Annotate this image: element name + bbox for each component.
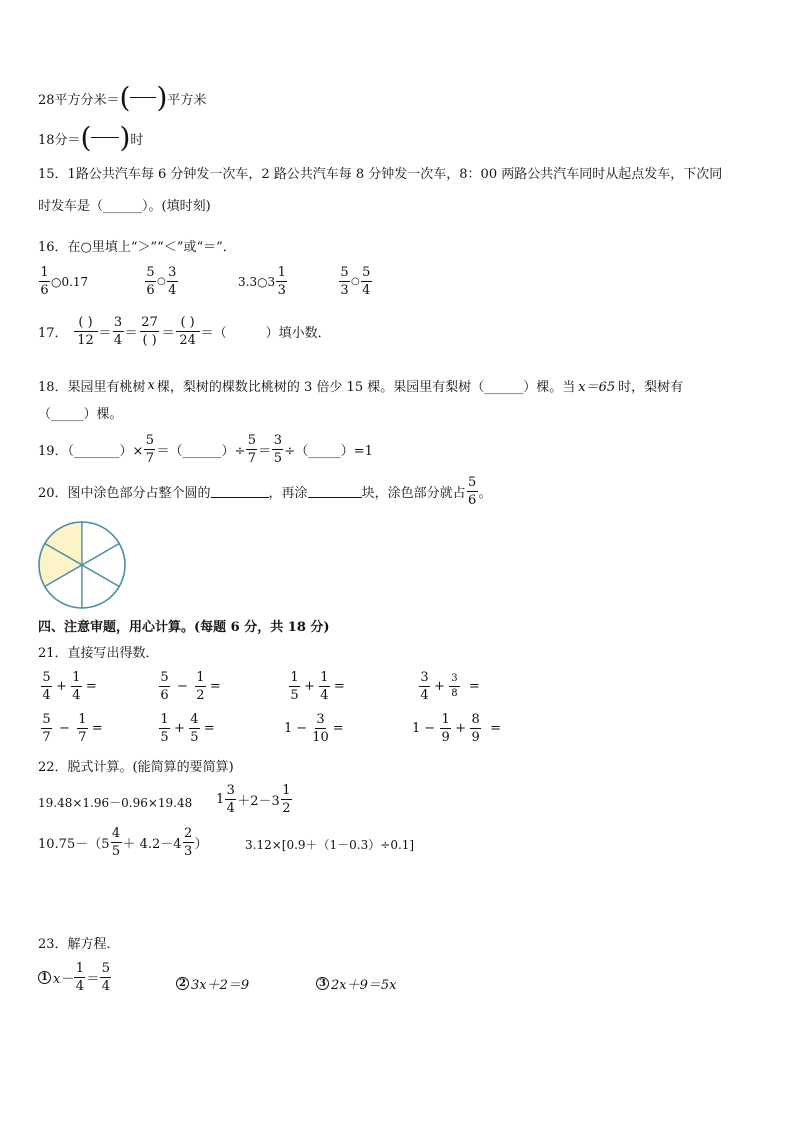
q23-equation-1: 1 x－ $\frac{1}{4}$ ＝ $\frac{5}{4}$	[38, 962, 112, 993]
q15-line-1: 15．1路公共汽车每 6 分钟发一次车，2 路公共汽车每 8 分钟发一次车，8：00 两路公共汽车同时从起点发车，下次同	[38, 167, 723, 182]
q17-line: 17． $\frac{( )}{12}$ ＝ $\frac{3}{4}$ ＝ $\frac{27}{( )}$ ＝ $\frac{( )}{24}$ ＝（ ）填小数．	[38, 315, 331, 348]
fraction: $\frac{1}{4}$	[75, 961, 84, 994]
answer-blank	[308, 485, 362, 498]
q21-expr-7: 1 − $\frac{3}{10}$ =	[284, 712, 344, 745]
fraction: $\frac{5}{7}$	[145, 433, 155, 466]
fraction: $\frac{3}{10}$	[312, 712, 329, 745]
q21-expr-4: $\frac{3}{4}$ + $\frac{3}{8}$ =	[420, 670, 480, 703]
fraction: $\frac{27}{( )}$	[141, 315, 158, 348]
q23-equation-3: 3 2x＋9＝5x	[316, 974, 396, 993]
circled-number-1: 1	[38, 971, 51, 984]
q21-expr-5: $\frac{5}{7}$ − $\frac{1}{7}$ =	[42, 712, 103, 745]
q22-expr-1: 19.48×1.96－0.96×19.48	[38, 796, 193, 810]
q21-expr-8: 1 − $\frac{1}{9}$ + $\frac{8}{9}$ =	[412, 712, 501, 745]
q16-item-2: $\frac{5}{6}$ ○ $\frac{3}{4}$	[146, 265, 177, 298]
fraction: $\frac{1}{7}$	[78, 712, 87, 745]
fraction: $\frac{5}{6}$	[160, 670, 169, 703]
fraction: $\frac{5}{4}$	[42, 670, 51, 703]
q22-prompt: 22．脱式计算。(能简算的要简算)	[38, 760, 234, 775]
conv-line-2-pre: 18分＝	[38, 132, 81, 148]
fraction: $\frac{1}{2}$	[196, 670, 205, 703]
fraction: $\frac{( )}{12}$	[74, 316, 98, 347]
fraction: $\frac{5}{7}$	[247, 433, 256, 466]
conv-line-2-post: 时	[130, 132, 144, 148]
answer-blank	[211, 485, 269, 498]
fraction: $\frac{5}{7}$	[42, 712, 51, 745]
blank-paren: (	[119, 81, 131, 114]
fraction: $\frac{1}{5}$	[290, 670, 299, 703]
fraction: $\frac{3}{4}$	[226, 783, 235, 816]
fraction: $\frac{1}{5}$	[160, 712, 169, 745]
q22-expr-4: 3.12×[0.9＋（1－0.3）÷0.1]	[245, 838, 415, 852]
q21-expr-1: $\frac{5}{4}$ + $\frac{1}{4}$ =	[42, 670, 97, 703]
fraction: $\frac{4}{5}$	[111, 826, 121, 859]
blank-paren: )	[156, 81, 168, 114]
fraction: $\frac{3}{4}$	[113, 315, 123, 348]
fraction: $\frac{5}{4}$	[101, 961, 110, 994]
conv-line-2	[38, 121, 144, 154]
fraction: $\frac{3}{4}$	[420, 670, 429, 703]
q21-prompt: 21．直接写出得数．	[38, 646, 159, 661]
q21-expr-2: $\frac{5}{6}$ − $\frac{1}{2}$ =	[160, 670, 221, 703]
fraction: $\frac{2}{3}$	[183, 826, 193, 859]
circled-number-2: 2	[176, 977, 189, 990]
blank-line	[91, 137, 119, 138]
q15-line-2: 时发车是（______）。(填时刻)	[38, 199, 211, 214]
q21-expr-3: $\frac{1}{5}$ + $\frac{1}{4}$ =	[290, 670, 345, 703]
fraction: $\frac{5}{6}$	[467, 475, 477, 508]
fraction: $\frac{1}{6}$	[40, 265, 49, 298]
conv-line-1-post: 平方米	[167, 92, 207, 108]
fraction: $\frac{1}{9}$	[441, 712, 450, 745]
q20-line: 20．图中涂色部分占整个圆的 ，再涂 块，涂色部分就占 $\frac{5}{6}$ 。	[38, 475, 492, 508]
q23-equation-2: 2 3x＋2＝9	[176, 974, 249, 993]
q21-expr-6: $\frac{1}{5}$ + $\frac{4}{5}$ =	[160, 712, 215, 745]
q18-line-2: （_____）棵。	[38, 407, 123, 422]
q16-prompt: 16．在○里填上“＞”“＜”或“＝”．	[38, 240, 236, 255]
q22-expr-2: 1 $\frac{3}{4}$ ＋2－3 $\frac{1}{2}$	[216, 783, 291, 816]
fraction: $\frac{1}{3}$	[277, 265, 286, 298]
q18-line-1: 18．果园里有桃树 x 棵，梨树的棵数比桃树的 3 倍少 15 棵。果园里有梨树（______）棵。当 x＝65 时，梨树有	[38, 378, 684, 395]
fraction: $\frac{5}{4}$	[362, 265, 371, 298]
q19-line: 19．（_______）× $\frac{5}{7}$ ＝（______）÷ $\frac{5}{7}$ ＝ $\frac{3}{5}$ ÷（_____）=1	[38, 433, 373, 466]
blank-paren: (	[80, 121, 92, 154]
conv-line-1	[38, 81, 207, 114]
section-4-heading: 四、注意审题，用心计算。(每题 6 分，共 18 分)	[38, 620, 330, 635]
fraction: $\frac{1}{4}$	[320, 670, 329, 703]
q16-item-4: $\frac{5}{3}$ ○ $\frac{5}{4}$	[340, 265, 371, 298]
q16-item-1: $\frac{1}{6}$ ○0.17	[40, 265, 89, 298]
pie-diagram	[36, 519, 128, 611]
fraction: $\frac{8}{9}$	[471, 712, 480, 745]
fraction: $\frac{3}{4}$	[168, 265, 177, 298]
fraction: $\frac{4}{5}$	[190, 712, 199, 745]
fraction: $\frac{3}{5}$	[273, 433, 282, 466]
conv-line-1-pre: 28平方分米＝	[38, 92, 120, 108]
circled-number-3: 3	[316, 977, 329, 990]
fraction: $\frac{5}{6}$	[146, 265, 155, 298]
fraction: $\frac{3}{8}$	[449, 674, 460, 699]
q22-expr-3: 10.75－（5 $\frac{4}{5}$ ＋ 4.2－4 $\frac{2}{3}$ ）	[38, 826, 208, 859]
fraction: $\frac{1}{4}$	[72, 670, 81, 703]
blank-line	[130, 97, 156, 98]
fraction: $\frac{( )}{24}$	[176, 316, 200, 347]
fraction: $\frac{5}{3}$	[340, 265, 349, 298]
blank-paren: )	[119, 121, 131, 154]
fraction: $\frac{1}{2}$	[282, 783, 291, 816]
q23-prompt: 23．解方程．	[38, 937, 120, 952]
q16-item-3: 3.3○3 $\frac{1}{3}$	[238, 265, 286, 298]
